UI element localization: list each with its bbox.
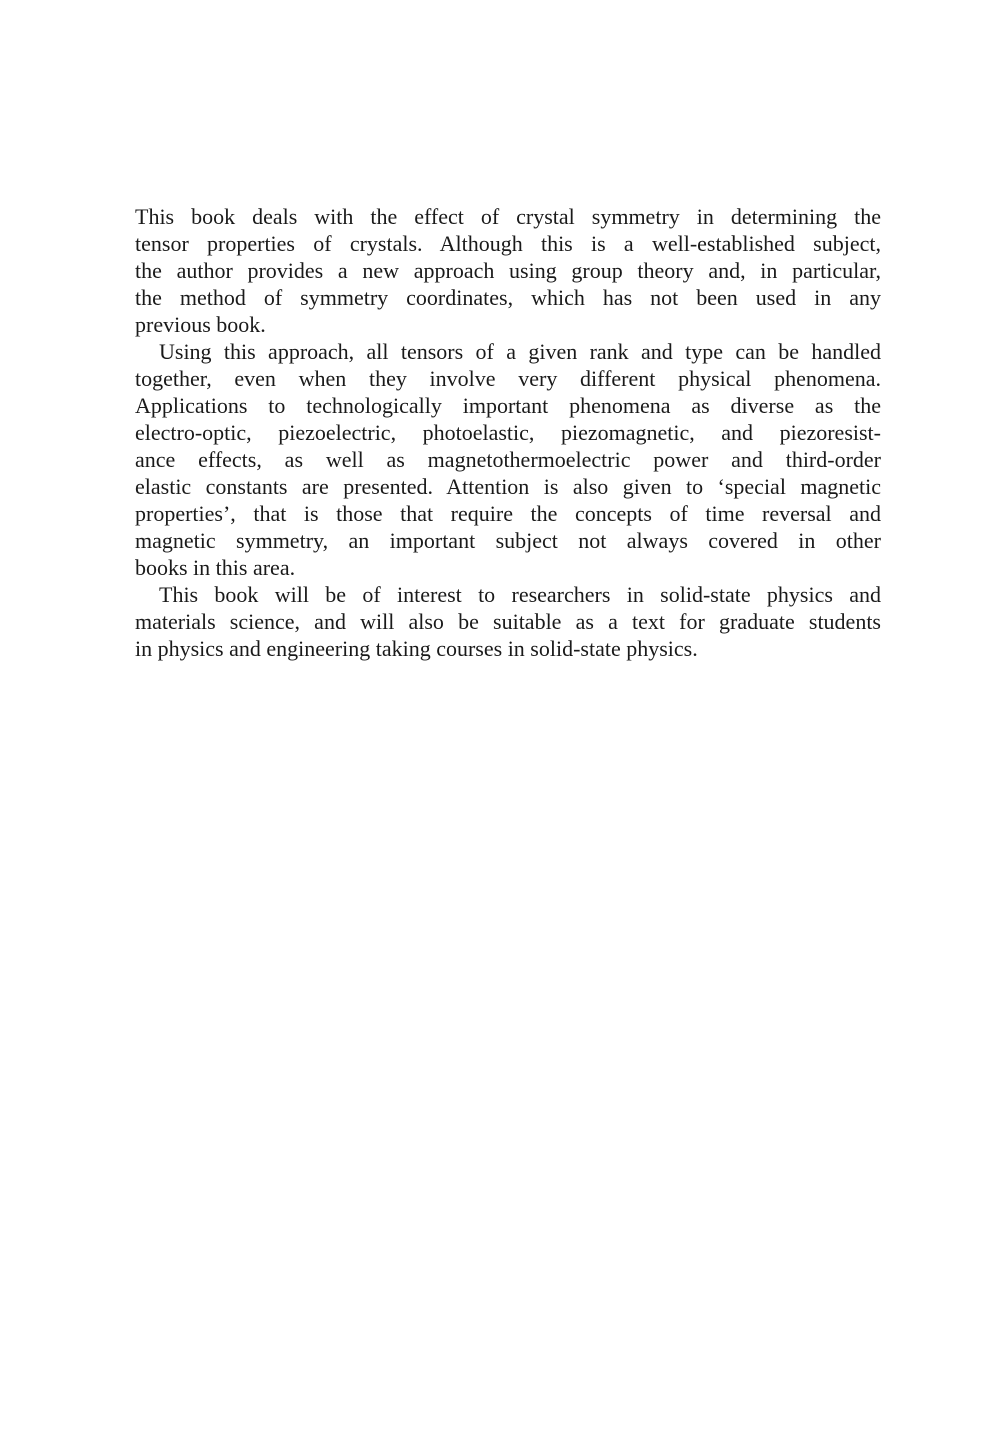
- text-line: the method of symmetry coordinates, which has not been used in any: [135, 285, 881, 310]
- paragraph-1: [135, 203, 881, 338]
- text-line: magnetic symmetry, an important subject not always covered in other: [135, 528, 881, 553]
- text-line: materials science, and will also be suitable as a text for graduate students: [135, 609, 881, 634]
- text-line: together, even when they involve very different physical phenomena.: [135, 366, 881, 391]
- text-line: the author provides a new approach using group theory and, in particular,: [135, 258, 881, 283]
- paragraph-3: [135, 581, 881, 662]
- text-line: This book will be of interest to researchers in solid-state physics and: [159, 582, 881, 607]
- text-line: Using this approach, all tensors of a given rank and type can be handled: [159, 339, 881, 364]
- text-line: tensor properties of crystals. Although this is a well-established subject,: [135, 231, 881, 256]
- text-line: This book deals with the effect of crystal symmetry in determining the: [135, 204, 881, 229]
- paragraph-2: [135, 338, 881, 581]
- text-line: elastic constants are presented. Attention is also given to ‘special magnetic: [135, 474, 881, 499]
- text-line: electro-optic, piezoelectric, photoelastic, piezomagnetic, and piezoresist-: [135, 420, 881, 445]
- text-line: Applications to technologically important phenomena as diverse as the: [135, 393, 881, 418]
- text-line: ance effects, as well as magnetothermoelectric power and third-order: [135, 447, 881, 472]
- text-line: previous book.: [135, 312, 266, 337]
- text-line: books in this area.: [135, 555, 296, 580]
- book-description: [135, 203, 881, 662]
- text-line: properties’, that is those that require the concepts of time reversal and: [135, 501, 881, 526]
- text-line: in physics and engineering taking courses in solid-state physics.: [135, 636, 698, 661]
